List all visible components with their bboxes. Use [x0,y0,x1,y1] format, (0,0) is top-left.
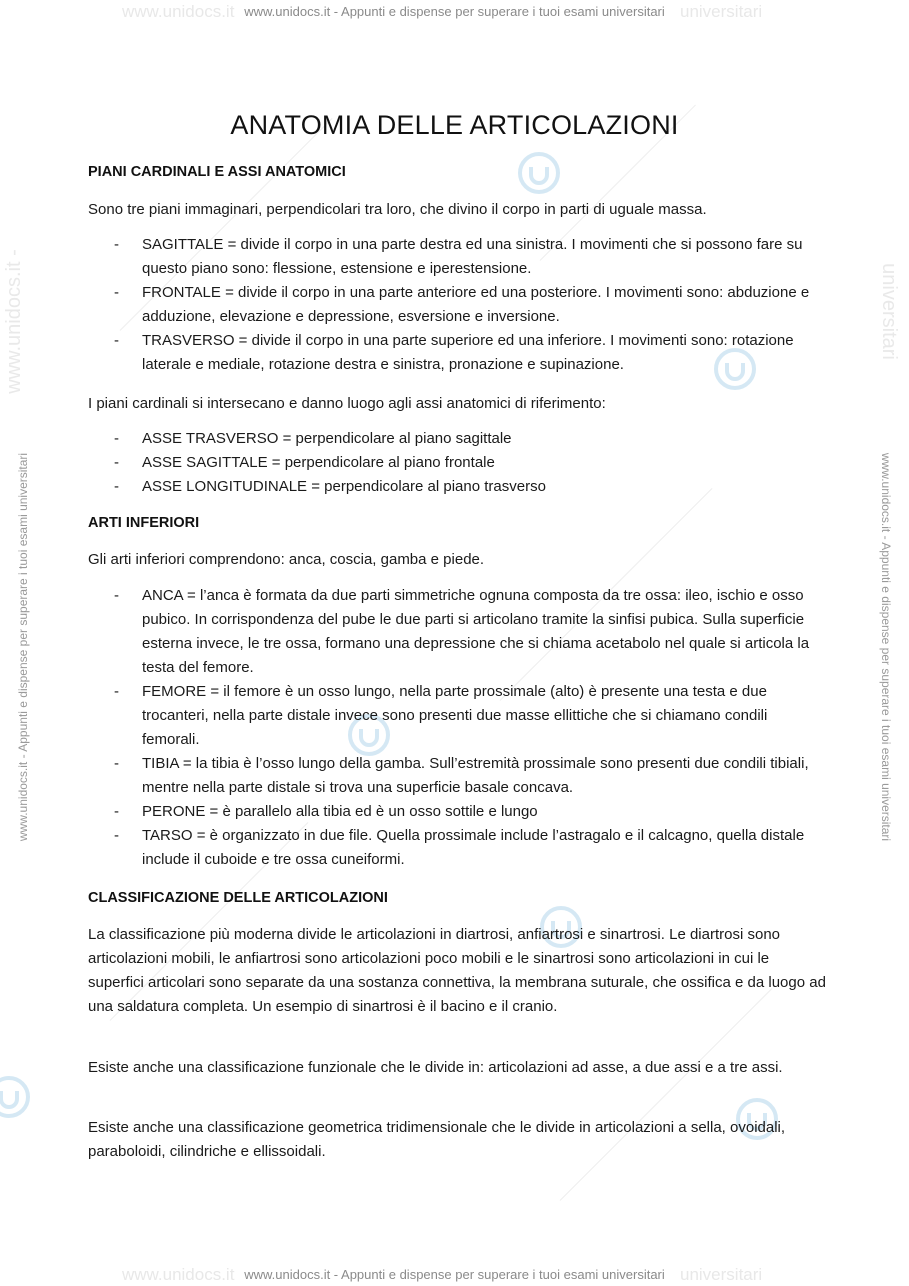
list-item: - ASSE SAGITTALE = perpendicolare al piano frontale [88,451,828,475]
watermark-ghost-top-right: universitari [680,2,763,21]
list-item: - FEMORE = il femore è un osso lungo, nella parte prossimale (alto) è presente una testa e due trocanteri, nella parte distale invece sono presenti due masse ellittiche che si chiamano condili femorali. [88,680,828,752]
list-item: - TIBIA = la tibia è l’osso lungo della gamba. Sull’estremità prossimale sono presenti due condili tibiali, mentre nella parte distale si trova una superficie basale concava. [88,752,828,800]
watermark-line [560,988,773,1201]
classification-paragraph-3: Esiste anche una classificazione geometrica tridimensionale che le divide in articolazioni a sella, ovoidali, paraboloidi, cilindriche e ellissoidali. [88,1119,786,1160]
section-heading-classificazione: CLASSIFICAZIONE DELLE ARTICOLAZIONI [88,890,388,906]
watermark-ghost-top-left: www.unidocs.it [122,2,235,21]
classification-paragraph-2: Esiste anche una classificazione funzionale che le divide in: articolazioni ad asse, a due assi e a tre assi. [88,1059,783,1076]
watermark-ghost-bottom-left: www.unidocs.it [122,1265,235,1284]
watermark-side-ghost-left: www.unidocs.it - [2,249,25,394]
watermark-side-left: www.unidocs.it - Appunti e dispense per superare i tuoi esami universitari [16,452,30,842]
classification-paragraph-1: La classificazione più moderna divide le articolazioni in diartrosi, anfiartrosi e sinartrosi. Le diartrosi sono articolazioni mobili, le anfiartrosi sono articolazioni poco mobili e le sinartrosi sono articolazioni in cui le superfici articolari sono separate da una sostanza connettiva, la membrana suturale, che ossifica e da luogo ad una saldatura completa. Un esempio di sinartrosi è il bacino e il cranio. [88,926,826,1015]
section-intro-piani: Sono tre piani immaginari, perpendicolari tra loro, che divino il corpo in parti di uguale massa. [88,201,707,218]
unidocs-logo-icon [516,150,562,196]
axes-intro: I piani cardinali si intersecano e danno luogo agli assi anatomici di riferimento: [88,395,606,412]
planes-list [88,233,828,377]
section-intro-arti: Gli arti inferiori comprendono: anca, coscia, gamba e piede. [88,551,485,568]
list-item: - SAGITTALE = divide il corpo in una parte destra ed una sinistra. I movimenti che si possono fare su questo piano sono: flessione, estensione e iperestensione. [88,233,828,281]
watermark-footer: www.unidocs.it - Appunti e dispense per superare i tuoi esami universitari [244,1267,665,1282]
limbs-list [88,584,828,872]
section-heading-arti: ARTI INFERIORI [88,515,200,531]
list-item: - ASSE TRASVERSO = perpendicolare al piano sagittale [88,427,828,451]
watermark-ghost-bottom-right: universitari [680,1265,763,1284]
list-item: - TRASVERSO = divide il corpo in una parte superiore ed una inferiore. I movimenti sono: rotazione laterale e mediale, rotazione destra e sinistra, pronazione e supinazione. [88,329,828,377]
watermark-header: www.unidocs.it - Appunti e dispense per superare i tuoi esami universitari [244,4,665,19]
unidocs-logo-icon [0,1074,32,1120]
watermark-side-ghost-right: universitari [877,263,900,360]
watermark-side-right: www.unidocs.it - Appunti e dispense per superare i tuoi esami universitari [879,452,893,842]
section-heading-piani: PIANI CARDINALI E ASSI ANATOMICI [88,164,346,180]
list-item: - PERONE = è parallelo alla tibia ed è un osso sottile e lungo [88,800,828,824]
list-item: - FRONTALE = divide il corpo in una parte anteriore ed una posteriore. I movimenti sono: abduzione e adduzione, elevazione e depressione, esversione e inversione. [88,281,828,329]
document-title: ANATOMIA DELLE ARTICOLAZIONI [230,110,679,140]
list-item: - ASSE LONGITUDINALE = perpendicolare al piano trasverso [88,475,828,499]
list-item: - TARSO = è organizzato in due file. Quella prossimale include l’astragalo e il calcagno, quella distale include il cuboide e tre ossa cuneiformi. [88,824,828,872]
axes-list [88,427,828,499]
list-item: - ANCA = l’anca è formata da due parti simmetriche ognuna composta da tre ossa: ileo, ischio e osso pubico. In corrispondenza del pube le due parti si articolano tramite la sinfisi pubica. Sulla superficie esterna invece, le tre ossa, formano una depressione che si chiama acetabolo nel quale si articola la testa del femore. [88,584,828,680]
